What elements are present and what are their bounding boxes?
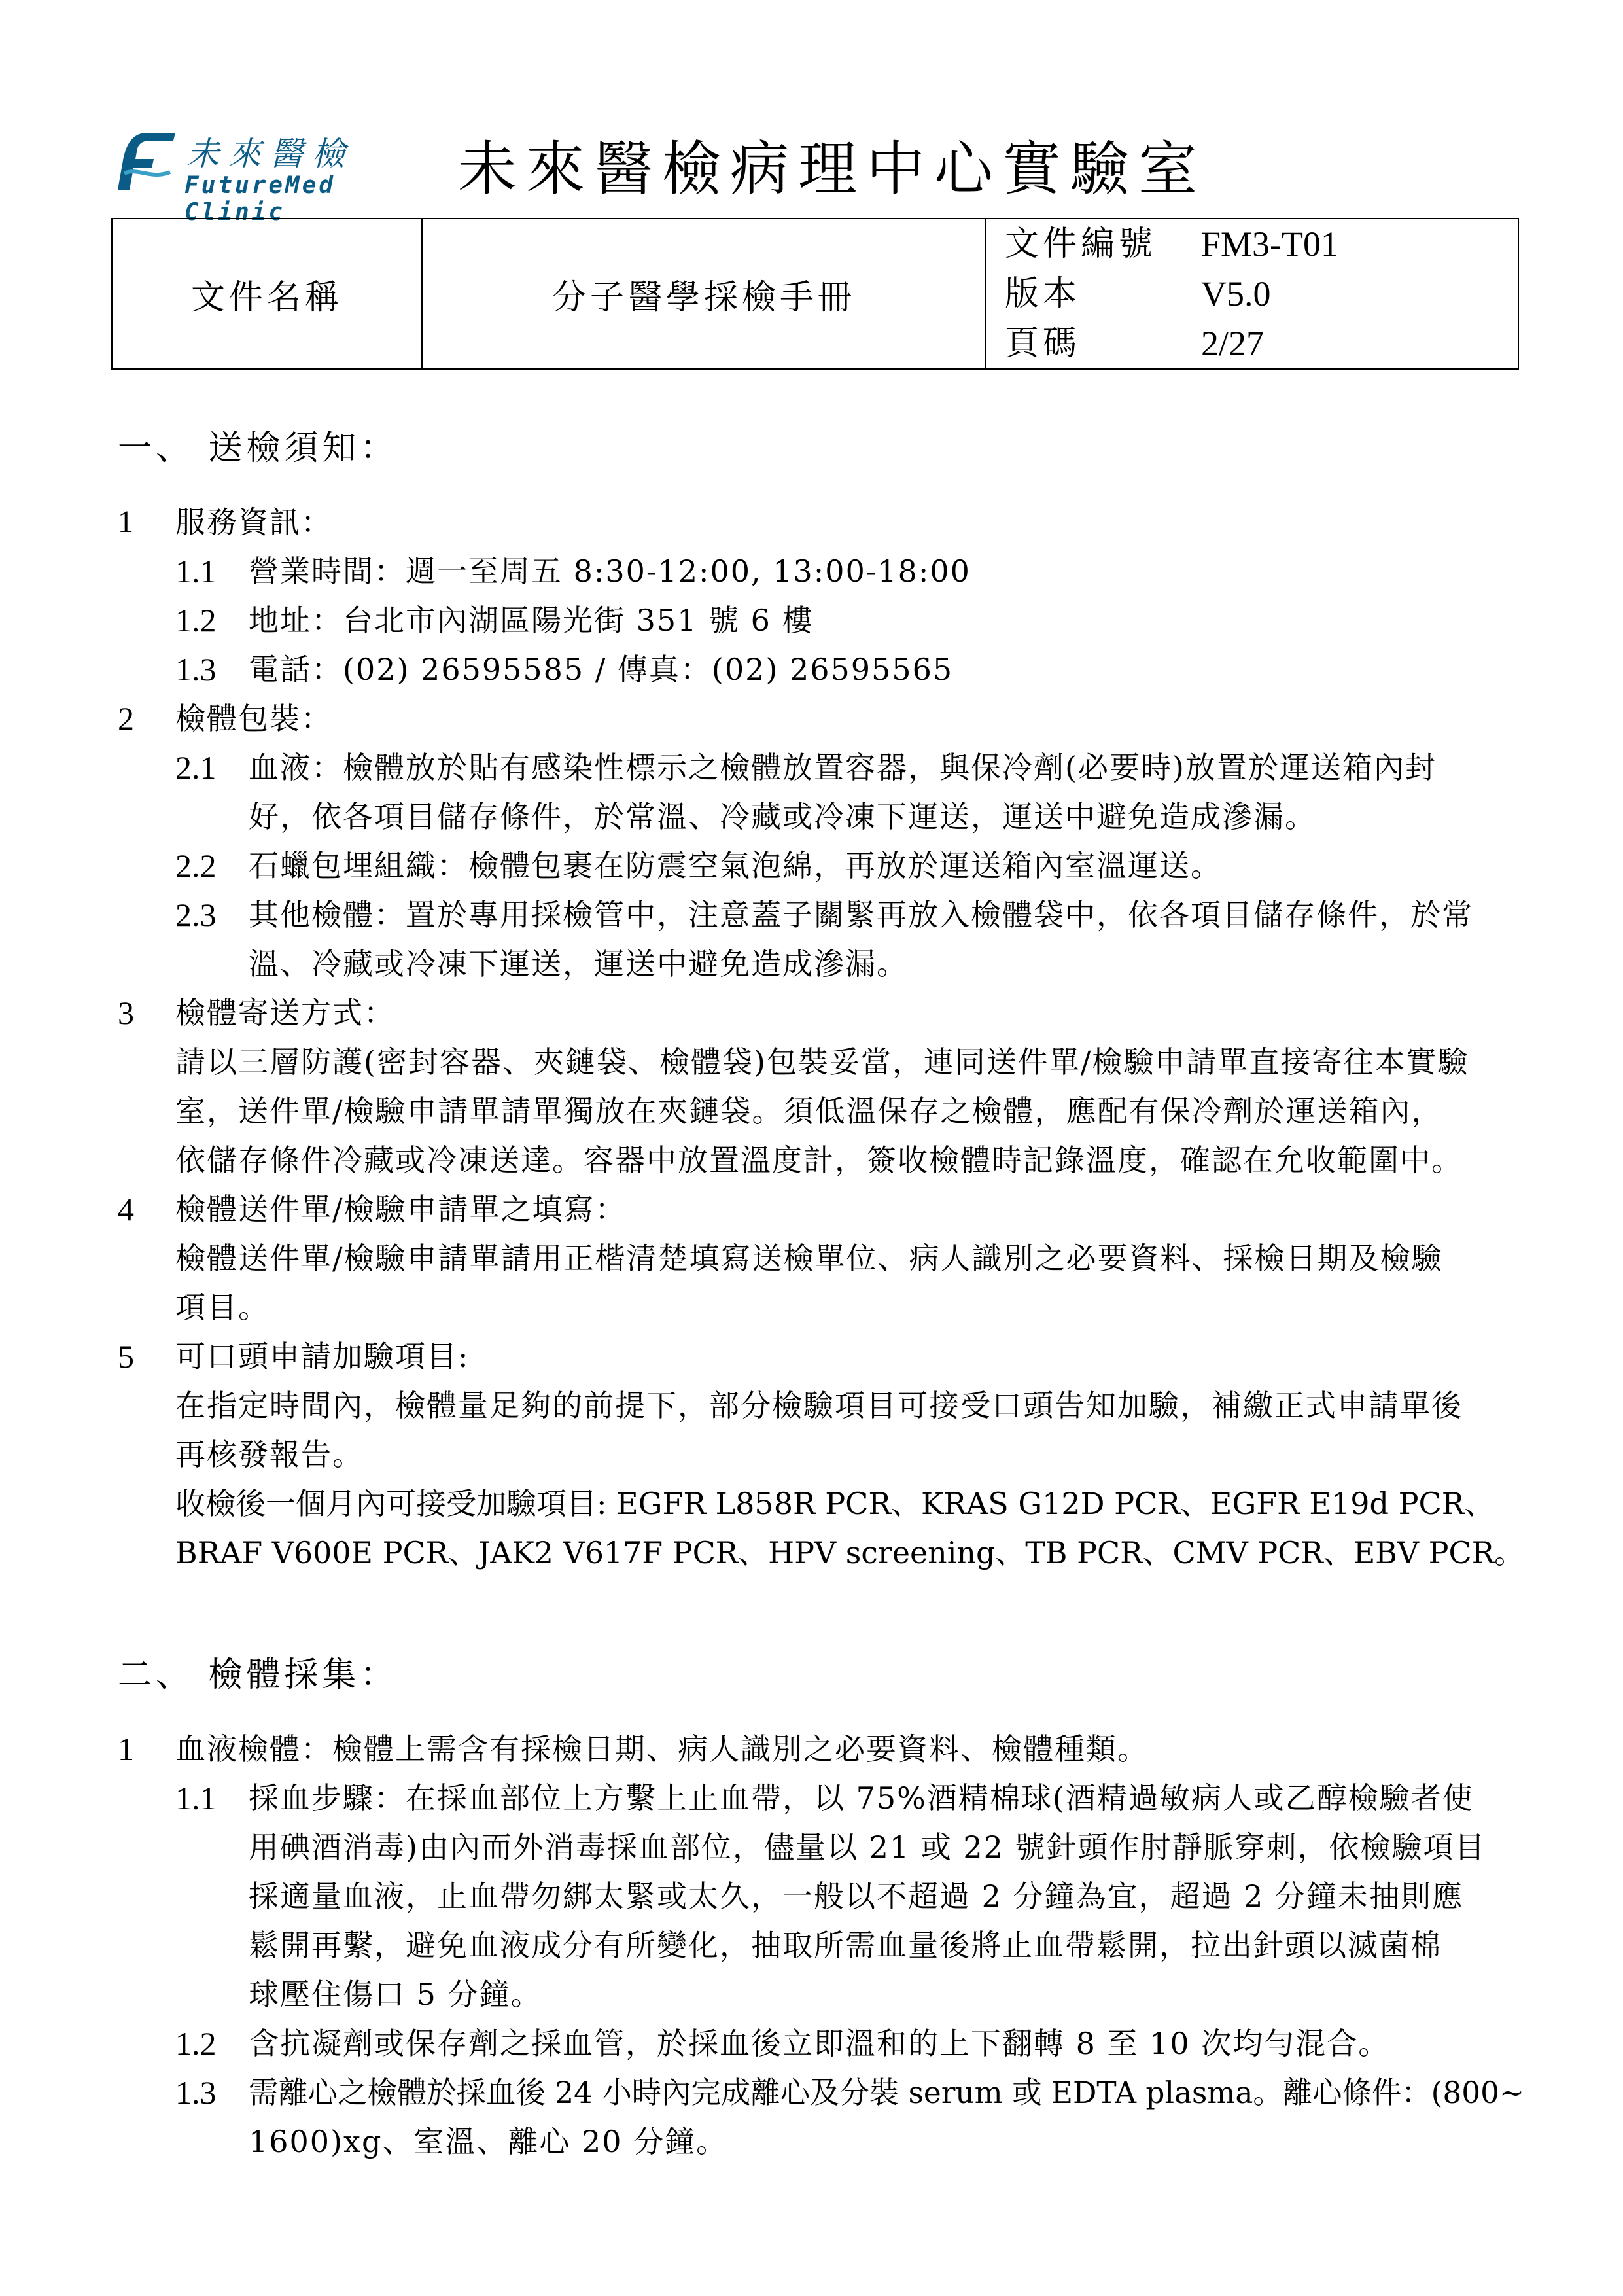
s1-item2-2-number: 2.2 xyxy=(175,847,217,884)
s1-item3-text-line3: 依儲存條件冷藏或冷凍送達。容器中放置溫度計，簽收檢體時記錄溫度，確認在允收範圍中。 xyxy=(175,1142,1463,1178)
s1-item1-title: 服務資訊： xyxy=(175,504,332,540)
s1-item5-text-line4: BRAF V600E PCR、JAK2 V617F PCR、HPV screening、TB PCR、CMV PCR、EBV PCR。 xyxy=(175,1535,1525,1570)
s2-item1-number: 1 xyxy=(118,1731,134,1767)
s2-item1-1-number: 1.1 xyxy=(175,1780,217,1816)
s1-item3-number: 3 xyxy=(118,995,134,1031)
s1-item2-3-text-line2: 溫、冷藏或冷凍下運送，運送中避免造成滲漏。 xyxy=(249,946,908,981)
s1-item3-text-line1: 請以三層防護(密封容器、夾鏈袋、檢體袋)包裝妥當，連同送件單/檢驗申請單直接寄往本實驗 xyxy=(175,1044,1469,1080)
logo-chinese-text: 未來醫檢 xyxy=(186,135,354,173)
doc-version-label: 版本 xyxy=(1005,274,1081,313)
s1-item1-2-number: 1.2 xyxy=(175,602,217,639)
doc-version-value: V5.0 xyxy=(1201,274,1271,313)
s1-item2-1-text-line2: 好，依各項目儲存條件，於常溫、冷藏或冷凍下運送，運送中避免造成滲漏。 xyxy=(249,799,1316,834)
s2-item1-1-text-line2: 用碘酒消毒)由內而外消毒採血部位，儘量以 21 或 22 號針頭作肘靜脈穿刺，依檢驗項目 xyxy=(249,1829,1486,1865)
s1-item5-title: 可口頭申請加驗項目: xyxy=(175,1339,470,1374)
doc-name-label: 文件名稱 xyxy=(112,219,422,369)
s1-item4-number: 4 xyxy=(118,1191,134,1227)
document-body: 一、 送檢須知： 1 服務資訊： 1.1 營業時間：週一至周五 8:30-12:00, 13:00-18:00 1.2 地址：台北市內湖區陽光街 351 號 6 樓 1.3 電話：(02) 26595585 / 傳真：(02) 26595565 2 檢體包裝： 2.1 血液：檢體放於貼有感染性標示之檢體放置容器，與保冷劑(必要時)放置於運送箱內封 好，依各項目儲存條件，於常溫、冷藏或冷凍下運送，運送中避免造成滲漏。 2.2 石蠟包埋組織：檢體包裹在防震空氣泡綿，再放於運送箱內室溫運送。 2.3 其他檢體：置於專用採檢管中，注意蓋子關緊再放入檢體袋中，依各項目儲存條件，於常 溫、冷藏或冷凍下運送，運送中避免造成滲漏。 3 檢體寄送方式： 請以三層防護(密封容器、夾鏈袋、檢體袋)包裝妥當，連同送件單/檢驗申請單直接寄往本實驗 室，送件單/檢驗申請單請單獨放在夾鏈袋。須低溫保存之檢體，應配有保冷劑於運送箱內， 依儲存條件冷藏或冷凍送達。容器中放置溫度計，簽收檢體時記錄溫度，確認在允收範圍中。 4 檢體送件單/檢驗申請單之填寫： 檢體送件單/檢驗申請單請用正楷清楚填寫送檢單位、病人識別之必要資料、採檢日期及檢驗 項目。 5 可口頭申請加驗項目: 在指定時間內，檢體量足夠的前提下，部分檢驗項目可接受口頭告知加驗，補繳正式申請單後 再核發報告。 收檢後一個月內可接受加驗項目: EGFR L858R PCR、KRAS G12D PCR、EGFR E19d PCR、 BRAF V600E PCR、JAK2 V617F PCR、HPV screening、TB PCR、CMV PCR、EBV PCR。 二、 檢體採集： 1 血液檢體：檢體上需含有採檢日期、病人識別之必要資料、檢體種類。 1.1 採血步驟：在採血部位上方繫上止血帶，以 75%酒精棉球(酒精過敏病人或乙醇檢驗者使 用碘酒消毒)由內而外消毒採血部位，儘量以 21 或 22 號針頭作肘靜脈穿刺，依檢驗項目 採適量血液，止血帶勿綁太緊或太久，一般以不超過 2 分鐘為宜，超過 2 分鐘未抽則應 鬆開再繫，避免血液成分有所變化，抽取所需血量後將止血帶鬆開，拉出針頭以滅菌棉 球壓住傷口 5 分鐘。 1.2 含抗凝劑或保存劑之採血管，於採血後立即溫和的上下翻轉 8 至 10 次均勻混合。 1.3 需離心之檢體於採血後 24 小時內完成離心及分裝 serum 或 EDTA plasma。離心條件：(800~ 1600)xg、室溫、離心 20 分鐘。 xyxy=(0,0,1623,2296)
s1-item5-number: 5 xyxy=(118,1338,134,1375)
s1-item1-1-text: 營業時間：週一至周五 8:30-12:00, 13:00-18:00 xyxy=(249,554,971,589)
s2-item1-title: 血液檢體：檢體上需含有採檢日期、病人識別之必要資料、檢體種類。 xyxy=(175,1731,1149,1767)
lab-title: 未來醫檢病理中心實驗室 xyxy=(458,135,1206,203)
s2-item1-2-text: 含抗凝劑或保存劑之採血管，於採血後立即溫和的上下翻轉 8 至 10 次均勻混合。 xyxy=(249,2026,1390,2061)
s2-item1-2-number: 1.2 xyxy=(175,2025,217,2062)
s1-item2-3-number: 2.3 xyxy=(175,896,217,933)
s1-item1-1-number: 1.1 xyxy=(175,553,217,590)
s1-item5-text-line2: 再核發報告。 xyxy=(175,1437,364,1472)
s2-item1-1-text-line5: 球壓住傷口 5 分鐘。 xyxy=(249,1977,542,2012)
s1-item3-text-line2: 室，送件單/檢驗申請單請單獨放在夾鏈袋。須低溫保存之檢體，應配有保冷劑於運送箱內， xyxy=(175,1093,1443,1129)
section1-title: 一、 送檢須知： xyxy=(118,429,398,468)
s1-item4-text-line2: 項目。 xyxy=(175,1290,270,1325)
s1-item2-3-text-line1: 其他檢體：置於專用採檢管中，注意蓋子關緊再放入檢體袋中，依各項目儲存條件，於常 xyxy=(249,897,1473,932)
doc-page-value: 2/27 xyxy=(1201,324,1265,363)
s2-item1-3-number: 1.3 xyxy=(175,2074,217,2111)
s1-item2-number: 2 xyxy=(118,700,134,737)
s2-item1-1-text-line3: 採適量血液，止血帶勿綁太緊或太久，一般以不超過 2 分鐘為宜，超過 2 分鐘未抽則應 xyxy=(249,1879,1464,1914)
s1-item2-2-text: 石蠟包埋組織：檢體包裹在防震空氣泡綿，再放於運送箱內室溫運送。 xyxy=(249,848,1222,883)
doc-page-label: 頁碼 xyxy=(1005,324,1081,363)
s2-item1-1-text-line4: 鬆開再繫，避免血液成分有所變化，抽取所需血量後將止血帶鬆開，拉出針頭以滅菌棉 xyxy=(249,1928,1442,1963)
s1-item2-title: 檢體包裝： xyxy=(175,701,332,736)
s1-item1-3-number: 1.3 xyxy=(175,651,217,688)
s1-item1-3-text: 電話：(02) 26595585 / 傳真：(02) 26595565 xyxy=(249,652,954,687)
s1-item2-1-text-line1: 血液：檢體放於貼有感染性標示之檢體放置容器，與保冷劑(必要時)放置於運送箱內封 xyxy=(249,750,1437,785)
s2-item1-1-text-line1: 採血步驟：在採血部位上方繫上止血帶，以 75%酒精棉球(酒精過敏病人或乙醇檢驗者使 xyxy=(249,1780,1474,1816)
doc-number-value: FM3-T01 xyxy=(1201,224,1339,264)
doc-number-label: 文件編號 xyxy=(1005,224,1157,264)
s2-item1-3-text-line2: 1600)xg、室溫、離心 20 分鐘。 xyxy=(249,2124,728,2159)
s1-item1-2-text: 地址：台北市內湖區陽光街 351 號 6 樓 xyxy=(249,603,814,638)
section2-title: 二、 檢體採集： xyxy=(118,1655,398,1695)
s1-item5-text-line1: 在指定時間內，檢體量足夠的前提下，部分檢驗項目可接受口頭告知加驗，補繳正式申請單後 xyxy=(175,1388,1463,1423)
s1-item4-title: 檢體送件單/檢驗申請單之填寫： xyxy=(175,1192,627,1227)
s1-item4-text-line1: 檢體送件單/檢驗申請單請用正楷清楚填寫送檢單位、病人識別之必要資料、採檢日期及檢驗 xyxy=(175,1241,1443,1276)
s1-item2-1-number: 2.1 xyxy=(175,749,217,786)
s1-item5-text-line3: 收檢後一個月內可接受加驗項目: EGFR L858R PCR、KRAS G12D PCR、EGFR E19d PCR、 xyxy=(175,1486,1495,1521)
doc-name-value: 分子醫學採檢手冊 xyxy=(422,219,986,369)
s1-item3-title: 檢體寄送方式： xyxy=(175,995,395,1031)
logo-english-text: FutureMed Clinic xyxy=(184,172,336,226)
s2-item1-3-text-line1: 需離心之檢體於採血後 24 小時內完成離心及分裝 serum 或 EDTA plasma。離心條件：(800~ xyxy=(249,2075,1525,2110)
